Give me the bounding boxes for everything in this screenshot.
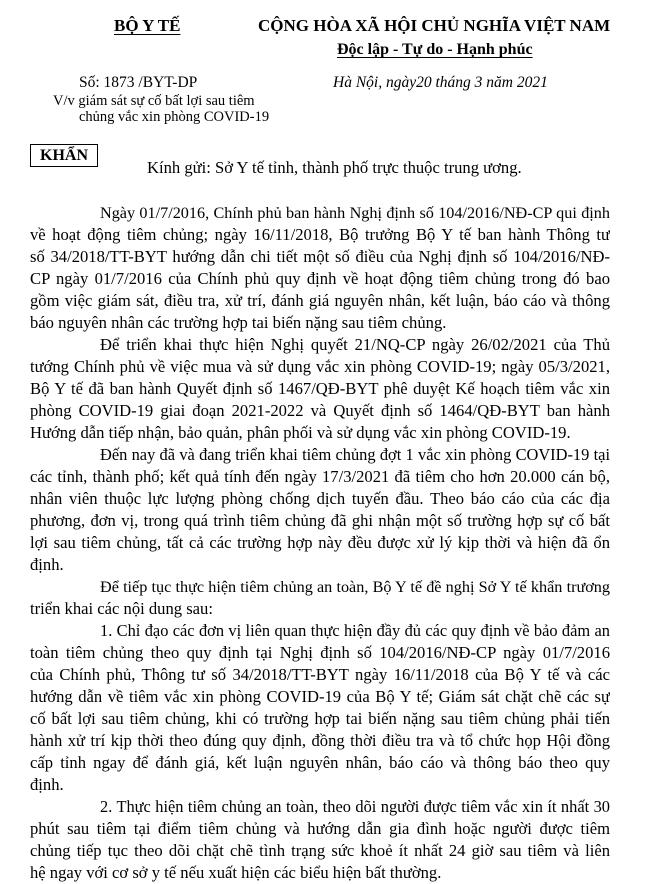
body-line: Hướng dẫn tiếp nhận, bảo quản, phân phối và sử dụng vắc xin phòng COVID-19.: [30, 423, 571, 442]
body-line: chủng tiếp tục theo dõi chặt chẽ tình trạng sức khoẻ ít nhất 24 giờ sau tiêm và liên: [30, 841, 610, 860]
subject-line-2: chủng vắc xin phòng COVID-19: [79, 109, 270, 125]
body-line: phương, đơn vị, trong quá trình tiêm chủng đã ghi nhận một số trường hợp sự cố bất: [30, 511, 610, 530]
body-line: lợi sau tiêm chủng, tất cả các trường hợp này đều được xử lý kịp thời và hiện đã ổn: [30, 533, 610, 552]
recipient-line: Kính gửi: Sở Y tế tỉnh, thành phố trực thuộc trung ương.: [147, 158, 522, 177]
body-line: 2. Thực hiện tiêm chủng an toàn, theo dõi người được tiêm vắc xin ít nhất 30: [100, 797, 610, 816]
body-line: hành xử trí kịp thời theo đúng quy định, đồng thời điều tra và tổ chức họp Hội đồng: [30, 731, 610, 750]
body-line: về hoạt động tiêm chủng; ngày 16/11/2018, Bộ trưởng Bộ Y tế ban hành Thông tư: [30, 225, 610, 244]
body-line: của Chính phủ, Thông tư số 34/2018/TT-BYT ngày 16/11/2018 của Bộ Y tế và các: [30, 665, 610, 684]
body-line: hướng dẫn về tiêm vắc xin phòng COVID-19 của Bộ Y tế; Giám sát chặt chẽ các sự: [30, 687, 610, 706]
body-line: gồm việc giám sát, điều tra, xử trí, đánh giá nguyên nhân, kết luận, báo cáo và thông: [30, 291, 610, 310]
body-line: các tỉnh, thành phố; kết quả tính đến ngày 17/3/2021 đã tiêm cho hơn 20.000 cán bộ,: [30, 467, 610, 486]
ministry-name: BỘ Y TẾ: [114, 16, 181, 35]
republic-title: CỘNG HÒA XÃ HỘI CHỦ NGHĨA VIỆT NAM: [258, 16, 611, 35]
body-line: CP ngày 01/7/2016 của Chính phủ quy định về hoạt động tiêm chủng trong đó bao: [30, 269, 610, 288]
place-date: Hà Nội, ngày20 tháng 3 năm 2021: [333, 74, 548, 91]
body-line: tướng Chính phủ về việc mua và sử dụng vắc xin phòng COVID-19; ngày 05/3/2021,: [30, 357, 610, 376]
body-line: cấp tỉnh ngay để đánh giá, kết luận nguyên nhân, báo cáo và thông báo theo quy: [30, 753, 610, 772]
body-line: Để triển khai thực hiện Nghị quyết 21/NQ-CP ngày 26/02/2021 của Thủ: [100, 335, 610, 354]
body-line: Đến nay đã và đang triển khai tiêm chủng đợt 1 vắc xin phòng COVID-19 tại: [100, 445, 610, 464]
body-line: Để tiếp tục thực hiện tiêm chủng an toàn, Bộ Y tế đề nghị Sở Y tế khẩn trương: [100, 578, 610, 596]
body-line: Ngày 01/7/2016, Chính phủ ban hành Nghị định số 104/2016/NĐ-CP qui định: [100, 204, 610, 222]
body-line: hệ ngay với cơ sở y tế nếu xuất hiện các biểu hiện bất thường.: [30, 863, 442, 882]
body-line: Bộ Y tế đã ban hành Quyết định số 1467/QĐ-BYT phê duyệt Kế hoạch tiêm vắc xin: [30, 379, 610, 398]
body-line: 1. Chỉ đạo các đơn vị liên quan thực hiện đầy đủ các quy định về bảo đảm an: [100, 621, 610, 640]
urgent-stamp: KHẨN: [30, 144, 98, 167]
body-line: triển khai các nội dung sau:: [30, 599, 213, 618]
body-line: số 34/2018/TT-BYT hướng dẫn chi tiết một số điều của Nghị định số 104/2016/NĐ-: [30, 247, 610, 266]
body-line: báo nguyên nhân các trường hợp tai biến nặng sau tiêm chủng.: [30, 313, 447, 332]
body-line: định.: [30, 555, 64, 574]
subject-line-1: V/v giám sát sự cố bất lợi sau tiêm: [53, 93, 255, 109]
national-motto: Độc lập - Tự do - Hạnh phúc: [337, 41, 533, 58]
body-line: phút sau tiêm tại điểm tiêm chủng và hướng dẫn gia đình hoặc người được tiêm: [30, 819, 610, 838]
body-line: toàn tiêm chủng theo quy định tại Nghị định số 104/2016/NĐ-CP ngày 01/7/2016: [30, 643, 610, 662]
body-line: nhân viên thuộc lực lượng phòng chống dịch tuyến đầu. Theo báo cáo của các địa: [30, 489, 610, 508]
document-number: Số: 1873 /BYT-DP: [79, 74, 198, 91]
body-line: định.: [30, 775, 64, 794]
document-body: [30, 202, 610, 884]
body-line: phòng COVID-19 giai đoạn 2021-2022 và Quyết định số 1464/QĐ-BYT ban hành: [30, 401, 610, 420]
body-line: cố bất lợi sau tiêm chủng, khi có trường hợp tai biến nặng sau tiêm chủng phải tiến: [30, 709, 610, 728]
